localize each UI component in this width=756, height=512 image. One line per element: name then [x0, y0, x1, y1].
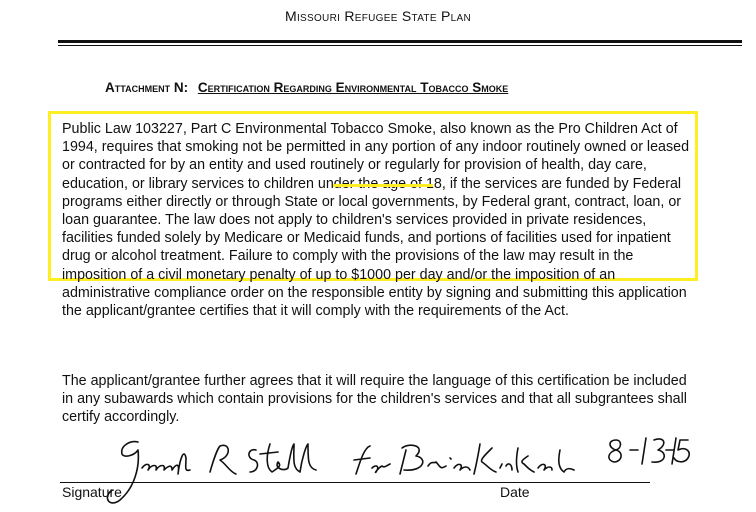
attachment-title	[105, 80, 665, 95]
document-header: Missouri Refugee State Plan	[285, 8, 471, 24]
subaward-paragraph: The applicant/grantee further agrees that it will require the language of this certification be included in any subawards which contain provisions for the children's services and that all subgrantees shall certify accordingly.	[62, 373, 687, 426]
header-rule-thin	[58, 45, 742, 46]
date-label: Date	[500, 484, 530, 500]
header-rule-thick	[58, 40, 742, 43]
attachment-subject: Certification Regarding Environmental Tobacco Smoke	[197, 80, 509, 95]
attachment-label: Attachment N:	[105, 80, 189, 95]
handwritten-signature	[60, 428, 660, 508]
signature-line	[60, 482, 650, 483]
education-highlight-underline	[333, 184, 433, 187]
signature-label: Signature	[62, 484, 122, 500]
certification-paragraph: Public Law 103227, Part C Environmental Tobacco Smoke, also known as the Pro Children Act of 1994, requires that smoking not be permitted in any portion of any indoor routinely owned or leased or contracted for by an entity and used routinely or regularly for provision of health, day care, education, or library services to children under the age of 18, if the services are funded by Federal programs either directly or through State or local governments, by Federal grant, contract, loan, or loan guarantee. The law does not apply to children's services provided in private residences, facilities funded solely by Medicare or Medicaid funds, and portions of facilities used for inpatient drug or alcohol treatment. Failure to comply with the provisions of the law may result in the imposition of a civil monetary penalty of up to $1000 per day and/or the imposition of an administrative compliance order on the responsible entity by signing and submitting this application the applicant/grantee certifies that it will comply with the requirements of the Act.	[62, 121, 690, 320]
